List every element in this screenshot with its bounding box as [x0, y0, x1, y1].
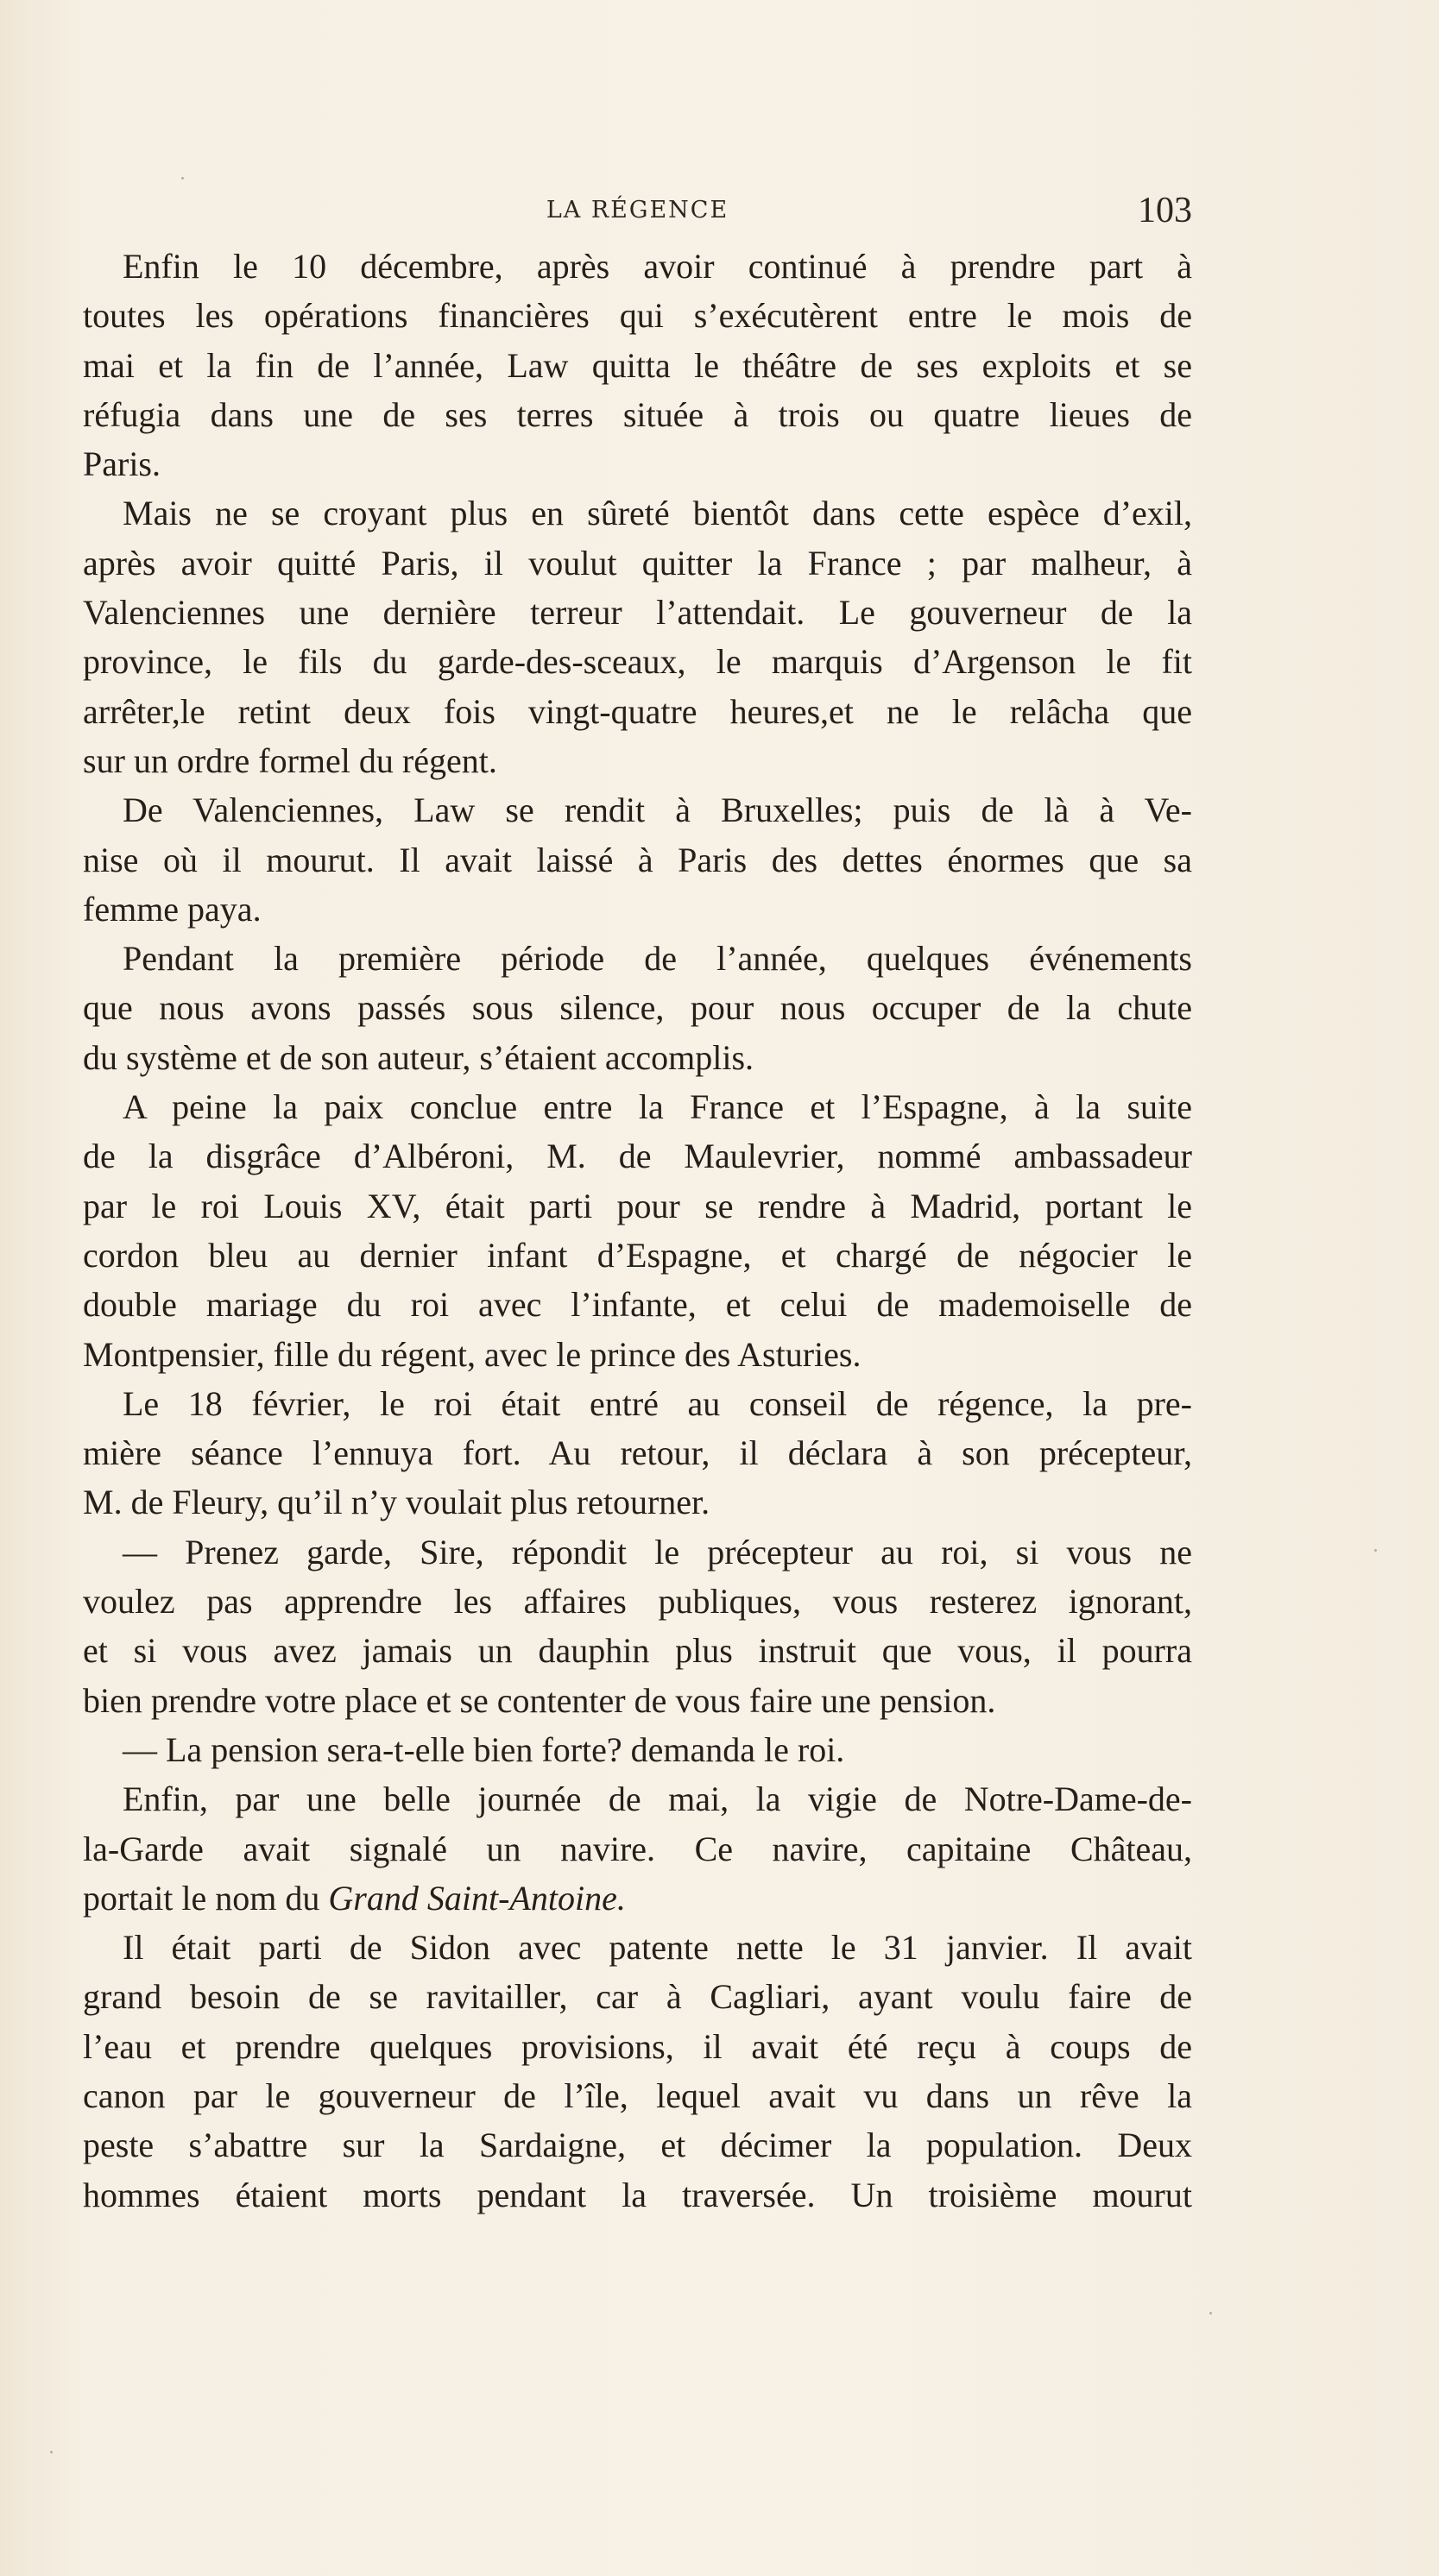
text-line: Enfin, par une belle journée de mai, la vigie de Notre-Dame-de- [123, 1779, 1192, 1819]
page-number: 103 [1138, 191, 1192, 230]
text-line: canon par le gouverneur de l’île, lequel avait vu dans un rêve la [83, 2075, 1192, 2115]
text-line: bien prendre votre place et se contenter de vous faire une pension. [83, 1680, 996, 1720]
text-line: arrêter,le retint deux fois vingt-quatre heures,et ne le relâcha que [83, 691, 1192, 731]
text-line: que nous avons passés sous silence, pour nous occuper de la chute [83, 988, 1192, 1028]
text-line: — La pension sera-t-elle bien forte? demanda le roi. [123, 1729, 845, 1769]
text-line: la-Garde avait signalé un navire. Ce navire, capitaine Château, [83, 1829, 1192, 1868]
paragraph [83, 1774, 1192, 1923]
text-line: Montpensier, fille du régent, avec le prince des Asturies. [83, 1334, 862, 1374]
text-line: Pendant la première période de l’année, quelques événements [123, 939, 1192, 979]
text-line: grand besoin de se ravitailler, car à Cagliari, ayant voulu faire de [83, 1977, 1192, 2017]
text-line: toutes les opérations financières qui s’exécutèrent entre le mois de [83, 296, 1192, 336]
text-line: sur un ordre formel du régent. [83, 740, 497, 780]
text-line: peste s’abattre sur la Sardaigne, et décimer la population. Deux [83, 2126, 1192, 2165]
text-line: nise où il mourut. Il avait laissé à Paris des dettes énormes que sa [83, 840, 1192, 879]
text-line: M. de Fleury, qu’il n’y voulait plus retourner. [83, 1483, 710, 1522]
text-line: mai et la fin de l’année, Law quitta le théâtre de ses exploits et se [83, 345, 1192, 385]
body-text [83, 242, 1192, 2220]
text-line: double mariage du roi avec l’infante, et celui de mademoiselle de [83, 1285, 1192, 1325]
text-line: Valenciennes une dernière terreur l’attendait. Le gouverneur de la [83, 593, 1192, 633]
text-line: femme paya. [83, 889, 262, 929]
text-line: et si vous avez jamais un dauphin plus instruit que vous, il pourra [83, 1631, 1192, 1671]
paper-speck [181, 177, 184, 180]
paragraph [83, 1725, 1192, 1774]
text-line: du système et de son auteur, s’étaient accomplis. [83, 1037, 754, 1077]
paragraph [83, 785, 1192, 934]
text-line: Le 18 février, le roi était entré au conseil de régence, la pre- [123, 1383, 1192, 1423]
paper-speck [50, 2451, 53, 2453]
paragraph [83, 242, 1192, 488]
text-line: après avoir quitté Paris, il voulut quitter la France ; par malheur, à [83, 543, 1192, 583]
text-line: voulez pas apprendre les affaires publiques, vous resterez ignorant, [83, 1582, 1192, 1622]
paper-speck [1374, 1549, 1377, 1552]
text-line: par le roi Louis XV, était parti pour se rendre à Madrid, portant le [83, 1186, 1192, 1225]
paper-speck [1209, 2312, 1212, 2315]
text-line: réfugia dans une de ses terres située à trois ou quatre lieues de [83, 394, 1192, 434]
text-line: mière séance l’ennuya fort. Au retour, il déclara à son précepteur, [83, 1433, 1192, 1473]
paragraph [83, 1379, 1192, 1527]
page-header [83, 188, 1192, 236]
text-line [83, 1874, 1192, 1923]
ship-name-italic: Grand Saint-Antoine. [328, 1878, 626, 1918]
paragraph [83, 1923, 1192, 2220]
text-line: Enfin le 10 décembre, après avoir continué à prendre part à [123, 247, 1192, 286]
running-title: LA RÉGENCE [546, 197, 729, 224]
text-line: province, le fils du garde-des-sceaux, le marquis d’Argenson le fit [83, 642, 1192, 682]
paragraph [83, 1082, 1192, 1379]
text-line: Mais ne se croyant plus en sûreté bientôt dans cette espèce d’exil, [123, 494, 1192, 533]
text-line: de la disgrâce d’Albéroni, M. de Maulevrier, nommé ambassadeur [83, 1137, 1192, 1176]
text-line: Il était parti de Sidon avec patente nette le 31 janvier. Il avait [123, 1928, 1192, 1968]
paragraph [83, 1527, 1192, 1725]
text-line: A peine la paix conclue entre la France et l’Espagne, à la suite [123, 1087, 1192, 1127]
text-line: De Valenciennes, Law se rendit à Bruxelles; puis de là à Ve- [123, 790, 1192, 830]
text-line: cordon bleu au dernier infant d’Espagne, et chargé de négocier le [83, 1235, 1192, 1275]
text-line: hommes étaient morts pendant la traversée. Un troisième mourut [83, 2175, 1192, 2214]
text-line: Paris. [83, 444, 161, 484]
paragraph [83, 934, 1192, 1082]
text-run: portait le nom du [83, 1878, 329, 1918]
paragraph [83, 488, 1192, 785]
text-line: l’eau et prendre quelques provisions, il avait été reçu à coups de [83, 2026, 1192, 2066]
text-line: — Prenez garde, Sire, répondit le précepteur au roi, si vous ne [123, 1532, 1192, 1571]
